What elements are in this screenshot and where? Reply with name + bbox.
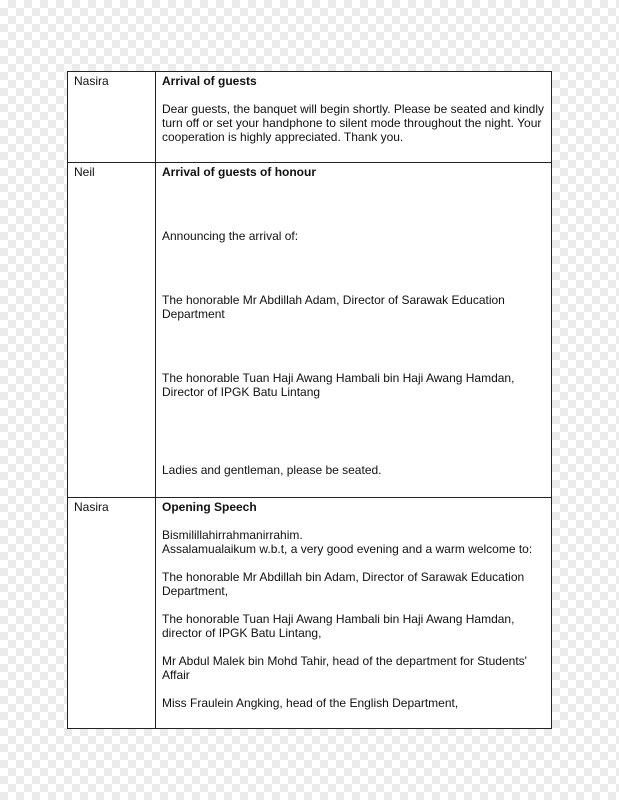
segment-title: Arrival of guests of honour xyxy=(162,165,317,179)
script-paragraph: The honorable Mr Abdillah bin Adam, Director of Sarawak Education Department, xyxy=(162,570,525,598)
program-script-table xyxy=(67,71,552,729)
content-cell xyxy=(156,163,552,498)
script-paragraph: The honorable Tuan Haji Awang Hambali bin Haji Awang Hamdan, director of IPGK Batu Lintang, xyxy=(162,612,515,640)
table-row xyxy=(68,163,552,498)
content-cell xyxy=(156,498,552,729)
script-paragraph: The honorable Mr Abdillah Adam, Director of Sarawak Education Department xyxy=(162,293,505,321)
script-paragraph: Assalamualaikum w.b.t, a very good evening and a warm welcome to: xyxy=(162,542,533,556)
speaker-cell: Nasira xyxy=(68,498,156,729)
table-row xyxy=(68,498,552,729)
speaker-cell: Neil xyxy=(68,163,156,498)
script-paragraph: Bismilillahirrahmanirrahim. xyxy=(162,528,303,542)
script-paragraph: Ladies and gentleman, please be seated. xyxy=(162,463,382,477)
table-row xyxy=(68,72,552,163)
speaker-cell: Nasira xyxy=(68,72,156,163)
segment-title: Opening Speech xyxy=(162,500,257,514)
script-paragraph: Announcing the arrival of: xyxy=(162,229,299,243)
segment-title: Arrival of guests xyxy=(162,74,257,88)
script-paragraph: Miss Fraulein Angking, head of the English Department, xyxy=(162,696,459,710)
script-paragraph: Mr Abdul Malek bin Mohd Tahir, head of the department for Students' Affair xyxy=(162,654,527,682)
content-cell xyxy=(156,72,552,163)
script-paragraph: Dear guests, the banquet will begin shortly. Please be seated and kindly turn off or set your handphone to silent mode throughout the night. Your cooperation is highly appreciated. Thank you. xyxy=(162,102,545,144)
script-paragraph: The honorable Tuan Haji Awang Hambali bin Haji Awang Hamdan, Director of IPGK Batu Lintang xyxy=(162,371,515,399)
